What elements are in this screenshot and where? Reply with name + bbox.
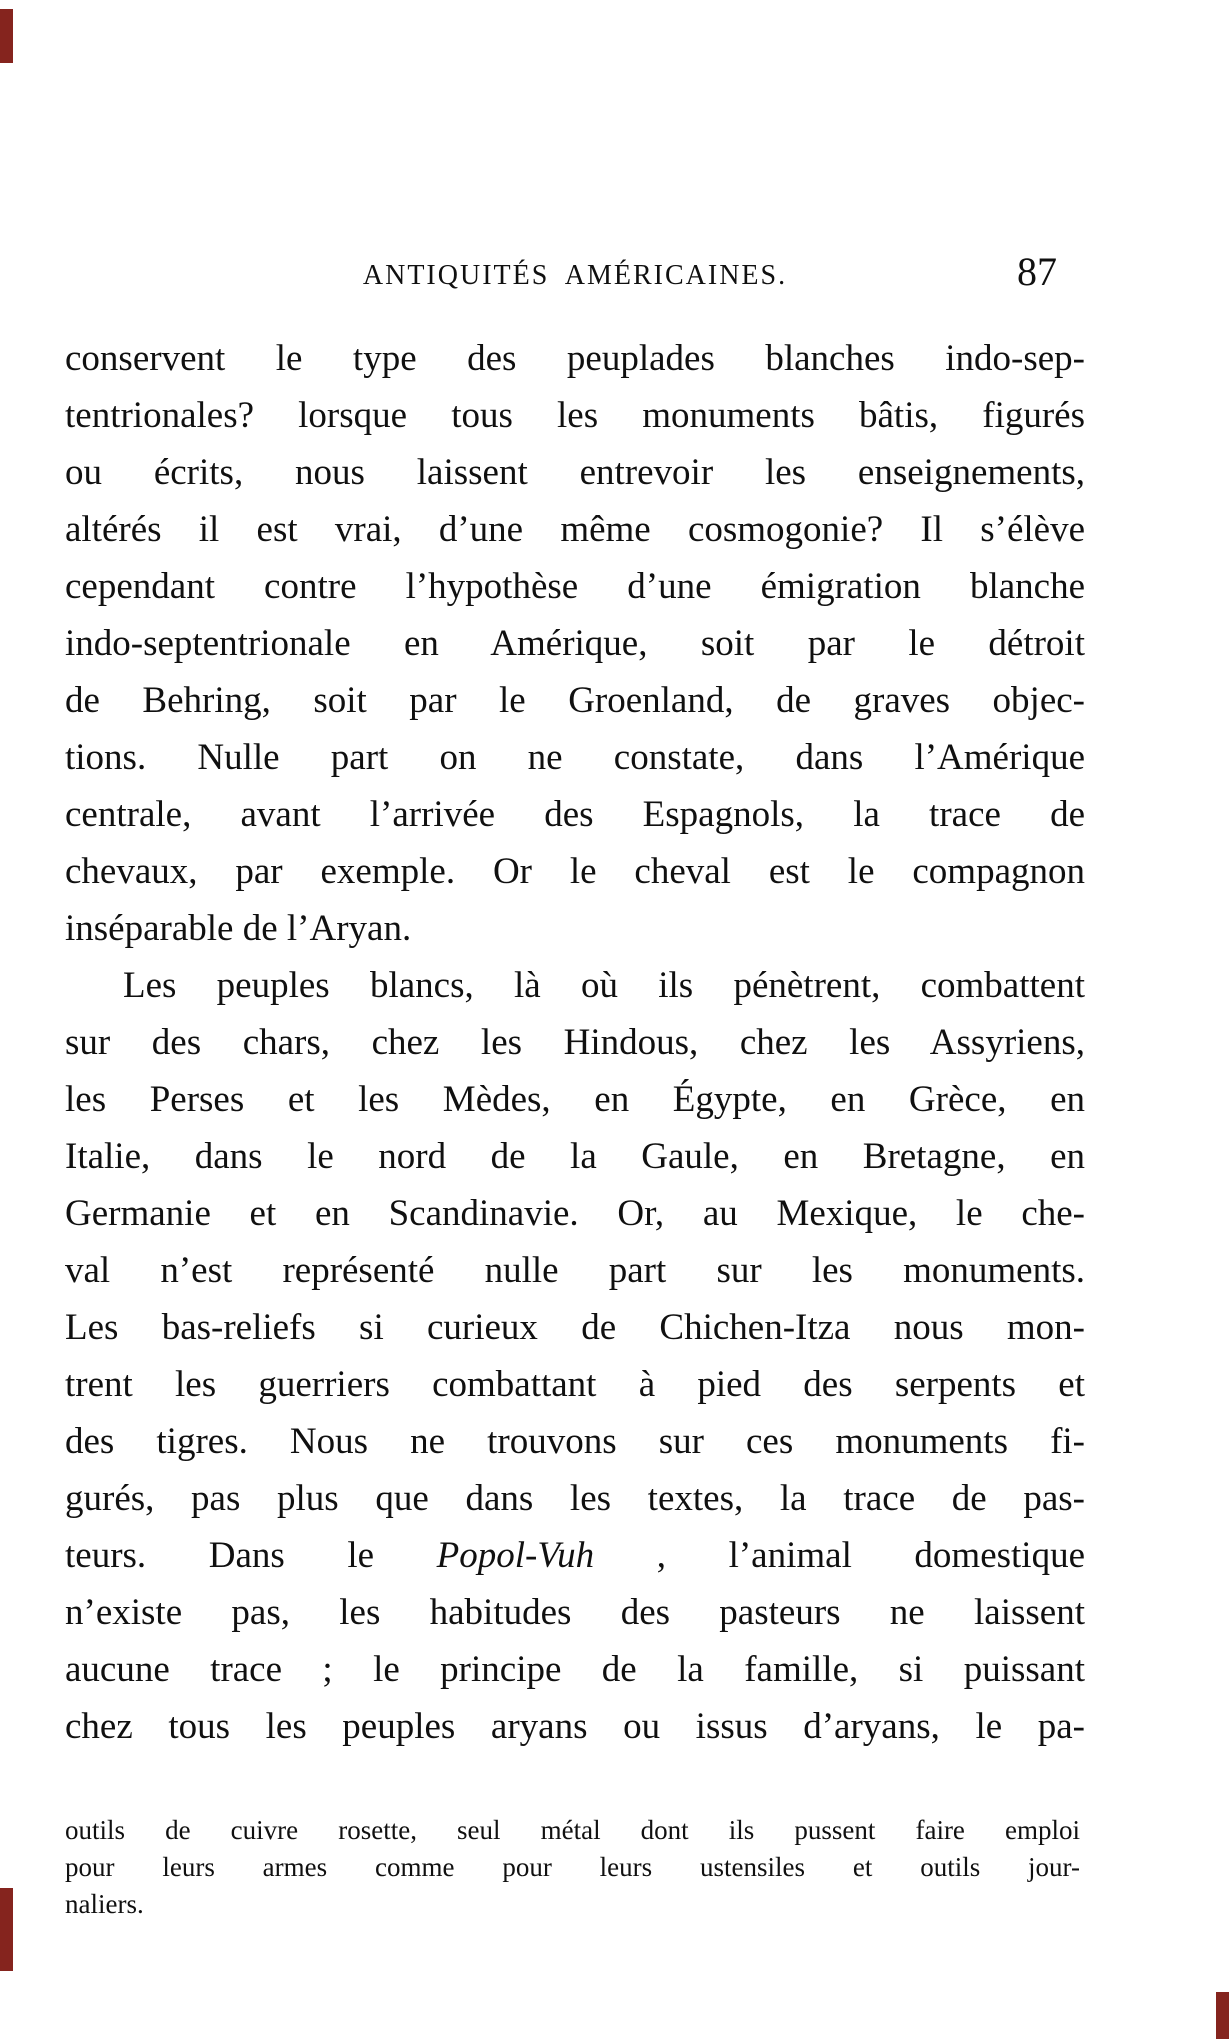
text-line: altérés il est vrai, d’une même cosmogonie? Il s’élève [65, 509, 1085, 550]
text-line-paragraph-end: inséparable de l’Aryan. [65, 908, 412, 949]
text-line: aucune trace ; le principe de la famille, si puissant [65, 1649, 1085, 1690]
footnote [65, 1812, 1080, 1923]
text-line: gurés, pas plus que dans les textes, la trace de pas- [65, 1478, 1085, 1519]
page-number: 87 [1017, 249, 1057, 294]
scan-edge-mark-top-left [0, 9, 13, 63]
text-line: conservent le type des peuplades blanches indo-sep- [65, 338, 1085, 379]
text-line: Italie, dans le nord de la Gaule, en Bretagne, en [65, 1136, 1085, 1177]
running-head [65, 249, 1085, 300]
footnote-line: pour leurs armes comme pour leurs ustensiles et outils jour- [65, 1852, 1080, 1882]
text-line-with-book-title [65, 1527, 1085, 1584]
body-text [65, 330, 1085, 1755]
scan-edge-mark-bottom-left [0, 1888, 13, 1971]
text-line: val n’est représenté nulle part sur les monuments. [65, 1250, 1085, 1291]
text-line: Germanie et en Scandinavie. Or, au Mexique, le che- [65, 1193, 1085, 1234]
text-line: indo-septentrionale en Amérique, soit par le détroit [65, 623, 1085, 664]
text-line: tentrionales? lorsque tous les monuments bâtis, figurés [65, 395, 1085, 436]
text-line: centrale, avant l’arrivée des Espagnols, la trace de [65, 794, 1085, 835]
footnote-line: outils de cuivre rosette, seul métal dont ils pussent faire emploi [65, 1815, 1080, 1845]
text-line: chevaux, par exemple. Or le cheval est le compagnon [65, 851, 1085, 892]
scan-edge-mark-bottom-right [1216, 1992, 1229, 2039]
text-line: n’existe pas, les habitudes des pasteurs ne laissent [65, 1592, 1085, 1633]
text-line: de Behring, soit par le Groenland, de graves objec- [65, 680, 1085, 721]
book-title-italic: Popol-Vuh [436, 1535, 595, 1576]
text-line: Les bas-reliefs si curieux de Chichen-Itza nous mon- [65, 1307, 1085, 1348]
footnote-line: naliers. [65, 1889, 144, 1919]
text-line: chez tous les peuples aryans ou issus d’aryans, le pa- [65, 1706, 1085, 1747]
text-line: ou écrits, nous laissent entrevoir les enseignements, [65, 452, 1085, 493]
text-line-paragraph-start: Les peuples blancs, là où ils pénètrent, combattent [123, 965, 1085, 1006]
text-segment: , l’animal domestique [594, 1535, 1086, 1576]
running-title: ANTIQUITÉS AMÉRICAINES. [362, 260, 788, 291]
text-line: cependant contre l’hypothèse d’une émigration blanche [65, 566, 1085, 607]
text-line: les Perses et les Mèdes, en Égypte, en Grèce, en [65, 1079, 1085, 1120]
text-line: tions. Nulle part on ne constate, dans l’Amérique [65, 737, 1085, 778]
text-line: trent les guerriers combattant à pied des serpents et [65, 1364, 1085, 1405]
text-line: sur des chars, chez les Hindous, chez les Assyriens, [65, 1022, 1085, 1063]
text-segment: teurs. Dans le [65, 1535, 437, 1576]
text-line: des tigres. Nous ne trouvons sur ces monuments fi- [65, 1421, 1085, 1462]
